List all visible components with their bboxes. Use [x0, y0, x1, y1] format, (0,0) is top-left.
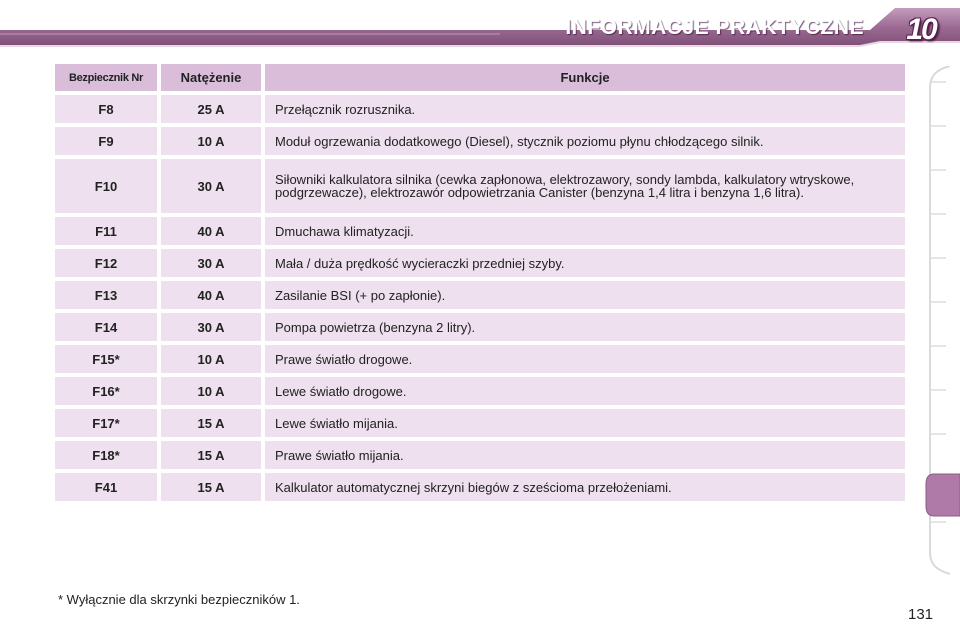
fuse-function: Lewe światło drogowe. — [265, 377, 905, 405]
column-header-amperage: Natężenie — [161, 64, 261, 91]
fuse-function: Lewe światło mijania. — [265, 409, 905, 437]
fuse-amperage: 10 A — [161, 345, 261, 373]
table-row — [55, 95, 905, 123]
table-row — [55, 217, 905, 245]
fuse-function: Siłowniki kalkulatora silnika (cewka zapłonowa, elektrozawory, sondy lambda, kalkulatory wtryskowe, podgrzewacze), elektrozawór odpowietrzania Canister (benzyna 1,4 litra i benzyna 1,6 litra). — [265, 159, 905, 213]
page-number: 131 — [908, 606, 934, 623]
section-title: INFORMACJE PRAKTYCZNE — [565, 16, 864, 39]
fuse-amperage: 10 A — [161, 377, 261, 405]
fuse-number: F18* — [55, 441, 157, 469]
fuse-amperage: 15 A — [161, 409, 261, 437]
fuse-number: F9 — [55, 127, 157, 155]
fuse-function: Prawe światło mijania. — [265, 441, 905, 469]
table-row — [55, 409, 905, 437]
fuse-amperage: 30 A — [161, 313, 261, 341]
fuse-function: Przełącznik rozrusznika. — [265, 95, 905, 123]
fuse-number: F13 — [55, 281, 157, 309]
chapter-number-badge: 10 — [906, 13, 936, 46]
table-row — [55, 345, 905, 373]
table-row — [55, 159, 905, 213]
fuse-function: Dmuchawa klimatyzacji. — [265, 217, 905, 245]
fuse-amperage: 15 A — [161, 473, 261, 501]
fuse-amperage: 25 A — [161, 95, 261, 123]
fuse-number: F12 — [55, 249, 157, 277]
fuse-amperage: 30 A — [161, 159, 261, 213]
fuse-number: F15* — [55, 345, 157, 373]
fuse-function: Prawe światło drogowe. — [265, 345, 905, 373]
fuse-amperage: 15 A — [161, 441, 261, 469]
fuse-number: F10 — [55, 159, 157, 213]
column-header-fuse: Bezpiecznik Nr — [55, 64, 157, 91]
fuse-number: F41 — [55, 473, 157, 501]
fuse-amperage: 40 A — [161, 281, 261, 309]
fuse-function: Kalkulator automatycznej skrzyni biegów z sześcioma przełożeniami. — [265, 473, 905, 501]
fuse-amperage: 10 A — [161, 127, 261, 155]
fuse-number: F11 — [55, 217, 157, 245]
fuse-number: F14 — [55, 313, 157, 341]
fuse-amperage: 40 A — [161, 217, 261, 245]
page-header — [0, 0, 960, 52]
fuse-function: Mała / duża prędkość wycieraczki przedniej szyby. — [265, 249, 905, 277]
column-header-functions: Funkcje — [265, 64, 905, 91]
table-row — [55, 441, 905, 469]
footnote: * Wyłącznie dla skrzynki bezpieczników 1. — [58, 592, 300, 607]
fuse-table — [55, 64, 905, 505]
fuse-function: Zasilanie BSI (+ po zapłonie). — [265, 281, 905, 309]
fuse-function: Moduł ogrzewania dodatkowego (Diesel), stycznik poziomu płynu chłodzącego silnik. — [265, 127, 905, 155]
table-row — [55, 249, 905, 277]
fuse-number: F17* — [55, 409, 157, 437]
table-row — [55, 127, 905, 155]
table-row — [55, 281, 905, 309]
table-row — [55, 313, 905, 341]
table-row — [55, 377, 905, 405]
fuse-number: F8 — [55, 95, 157, 123]
table-row — [55, 473, 905, 501]
fuse-amperage: 30 A — [161, 249, 261, 277]
table-header-row — [55, 64, 905, 91]
fuse-function: Pompa powietrza (benzyna 2 litry). — [265, 313, 905, 341]
fuse-number: F16* — [55, 377, 157, 405]
